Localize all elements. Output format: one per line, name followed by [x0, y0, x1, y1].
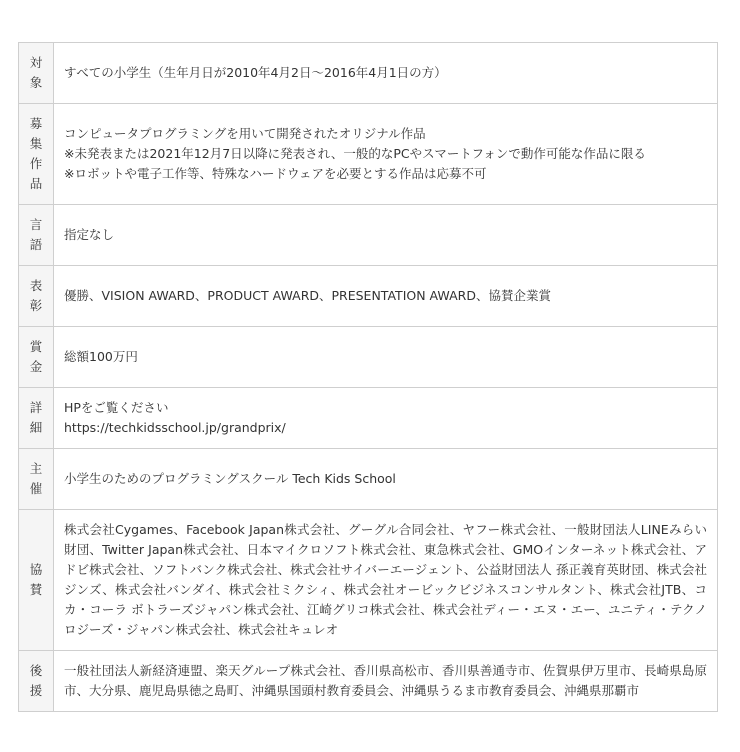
row-label-cell: [19, 266, 54, 327]
row-value-line: 総額100万円: [64, 349, 138, 364]
table-row-target: [19, 43, 718, 104]
row-label: 後援: [29, 663, 43, 698]
row-label-cell: [19, 449, 54, 510]
table-row-works: [19, 104, 718, 205]
table-row-awards: [19, 266, 718, 327]
table-row-organizer: [19, 449, 718, 510]
table-row-prize: [19, 327, 718, 388]
row-value-line: すべての小学生（生年月日が2010年4月2日〜2016年4月1日の方）: [64, 65, 447, 80]
row-label: 協賛: [29, 562, 43, 597]
table-row-details: [19, 388, 718, 449]
row-value-cell: [54, 266, 718, 327]
row-label-cell: [19, 510, 54, 651]
row-label: 賞金: [29, 339, 43, 374]
row-value-cell: [54, 510, 718, 651]
supporter-list-text: 一般社団法人新経済連盟、楽天グループ株式会社、香川県高松市、香川県善通寺市、佐賀県伊万里市、長崎県島原市、大分県、鹿児島県徳之島町、沖縄県国頭村教育委員会、沖縄県うるま市教育委員会、沖縄県那覇市: [64, 663, 707, 698]
row-label: 主催: [29, 461, 43, 496]
info-table: [18, 42, 718, 712]
row-label: 表彰: [29, 278, 43, 313]
row-label-cell: [19, 205, 54, 266]
row-value-line: ※未発表または2021年12月7日以降に発表され、一般的なPCやスマートフォンで動作可能な作品に限る: [64, 146, 646, 161]
table-row-support: [19, 651, 718, 712]
row-value-line: 優勝、VISION AWARD、PRODUCT AWARD、PRESENTATION AWARD、協賛企業賞: [64, 288, 551, 303]
row-value-line: 指定なし: [64, 227, 115, 242]
row-value-line: ※ロボットや電子工作等、特殊なハードウェアを必要とする作品は応募不可: [64, 166, 487, 181]
table-row-language: [19, 205, 718, 266]
row-value-cell: [54, 449, 718, 510]
row-value-line: HPをご覧ください: [64, 400, 169, 415]
sponsor-list-text: 株式会社Cygames、Facebook Japan株式会社、グーグル合同会社、ヤフー株式会社、一般財団法人LINEみらい財団、Twitter Japan株式会社、日本マイクロソフト株式会社、東急株式会社、GMOインターネット株式会社、アドビ株式会社、ソフトバンク株式会社、株式会社サイバーエージェント、公益財団法人 孫正義育英財団、株式会社ジンズ、株式会社バンダイ、株式会社ミクシィ、株式会社オービックビジネスコンサルタント、株式会社JTB、コカ・コーラ ボトラーズジャパン株式会社、江崎グリコ株式会社、株式会社ディー・エヌ・エー、ユニティ・テクノロジーズ・ジャパン株式会社、株式会社キュレオ: [64, 522, 707, 637]
row-value-cell: [54, 43, 718, 104]
table-row-sponsors: [19, 510, 718, 651]
row-label: 募集作品: [29, 116, 43, 191]
row-label: 詳細: [29, 400, 43, 435]
row-value-cell: [54, 104, 718, 205]
row-label: 言語: [29, 217, 43, 252]
row-value-line: コンピュータプログラミングを用いて開発されたオリジナル作品: [64, 126, 426, 141]
row-label-cell: [19, 651, 54, 712]
details-url-link[interactable]: https://techkidsschool.jp/grandprix/: [64, 420, 286, 435]
row-value-cell: [54, 388, 718, 449]
row-value-cell: [54, 651, 718, 712]
row-value-line: 小学生のためのプログラミングスクール Tech Kids School: [64, 471, 396, 486]
row-label-cell: [19, 327, 54, 388]
row-value-cell: [54, 327, 718, 388]
row-value-cell: [54, 205, 718, 266]
row-label-cell: [19, 104, 54, 205]
row-label-cell: [19, 43, 54, 104]
row-label: 対象: [29, 55, 43, 90]
row-label-cell: [19, 388, 54, 449]
